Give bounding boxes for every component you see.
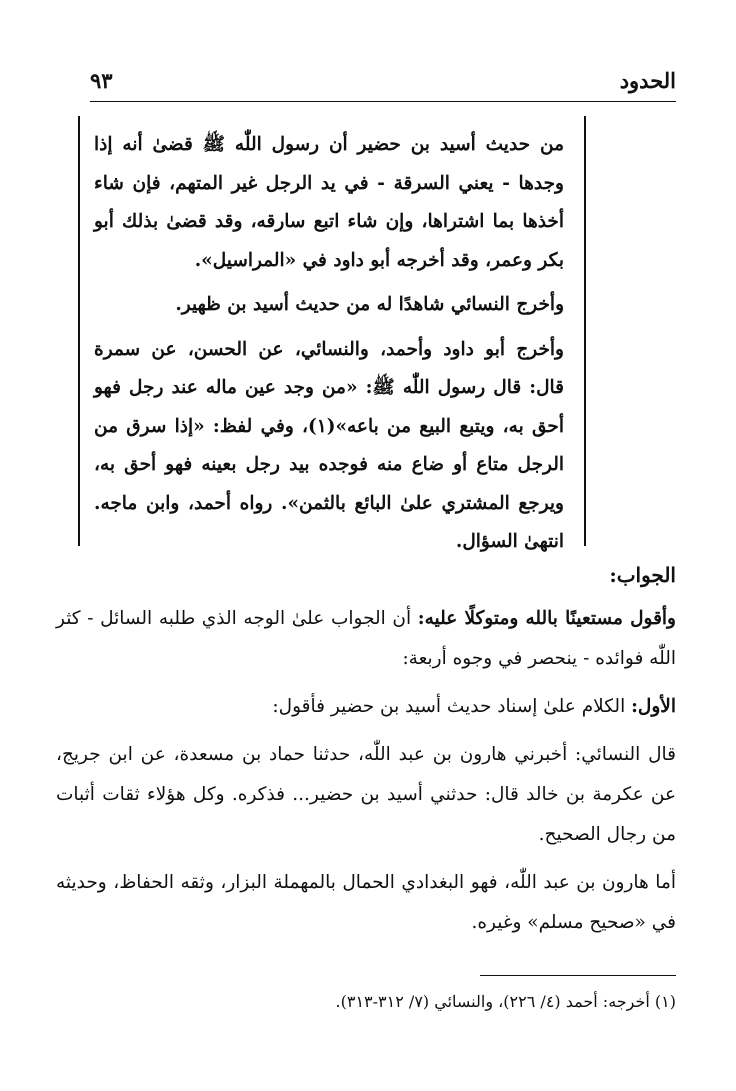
answer-paragraph-3: قال النسائي: أخبرني هارون بن عبد اللّٰه، حدثنا حماد بن مسعدة، عن ابن جريج، عن عكرمة بن خالد قال: حدثني أسيد بن حضير... فذكره. وكل هؤلاء ثقات أثبات من رجال الصحيح. [56,744,677,845]
answer-paragraph-1 [56,599,676,679]
question-paragraph-1: من حديث أسيد بن حضير أن رسول اللّٰه ﷺ قضىٰ أنه إذا وجدها - يعني السرقة - في يد الرجل غير المتهم، فإن شاء أخذها بما اشتراها، وإن شاء اتبع سارقه، وقد قضىٰ بذلك أبو بكر وعمر، وقد أخرجه أبو داود في «المراسيل». [94,134,564,271]
answer-paragraph-1-lead: وأقول مستعينًا بالله ومتوكلًا عليه: [417,608,676,629]
answer-heading: الجواب: [609,563,676,587]
question-quote-box [78,116,586,552]
answer-paragraph-2-text: الكلام علىٰ إسناد حديث أسيد بن حضير فأقول: [272,696,632,717]
answer-paragraph-2-lead: الأول: [631,696,676,717]
footnote-rule [480,975,676,976]
question-paragraph-2: وأخرج النسائي شاهدًا له من حديث أسيد بن ظهير. [175,294,564,315]
question-paragraph-3: وأخرج أبو داود وأحمد، والنسائي، عن الحسن، عن سمرة قال: قال رسول اللّٰه ﷺ: «من وجد عين ماله عند رجل فهو أحق به، ويتبع البيع من باعه»(١)، وفي لفظ: «إذا سرق من الرجل متاع أو ضاع منه فوجده بيد رجل بعينه فهو أحق به، ويرجع المشتري علىٰ البائع بالثمن». رواه أحمد، وابن ماجه. انتهىٰ السؤال. [94,338,564,552]
answer-paragraph-4: أما هارون بن عبد اللّٰه، فهو البغدادي الحمال بالمهملة البزار، وثقه الحفاظ، وحديثه في «صحيح مسلم» وغيره. [56,872,676,933]
answer-paragraph-2 [56,687,676,727]
running-title: الحدود [619,68,676,93]
answer-paragraph-1-text: أن الجواب علىٰ الوجه الذي طلبه السائل - كثر اللّٰه فوائده - ينحصر في وجوه أربعة: [56,608,676,669]
question-text [94,126,564,568]
page-number: ٩٣ [90,68,113,93]
page-header [90,62,676,102]
footnote: (١) أخرجه: أحمد (٤/ ٢٢٦)، والنسائي (٧/ ٣١٢-٣١٣). [335,992,676,1011]
answer-section [56,555,676,951]
header-rule [90,101,676,102]
